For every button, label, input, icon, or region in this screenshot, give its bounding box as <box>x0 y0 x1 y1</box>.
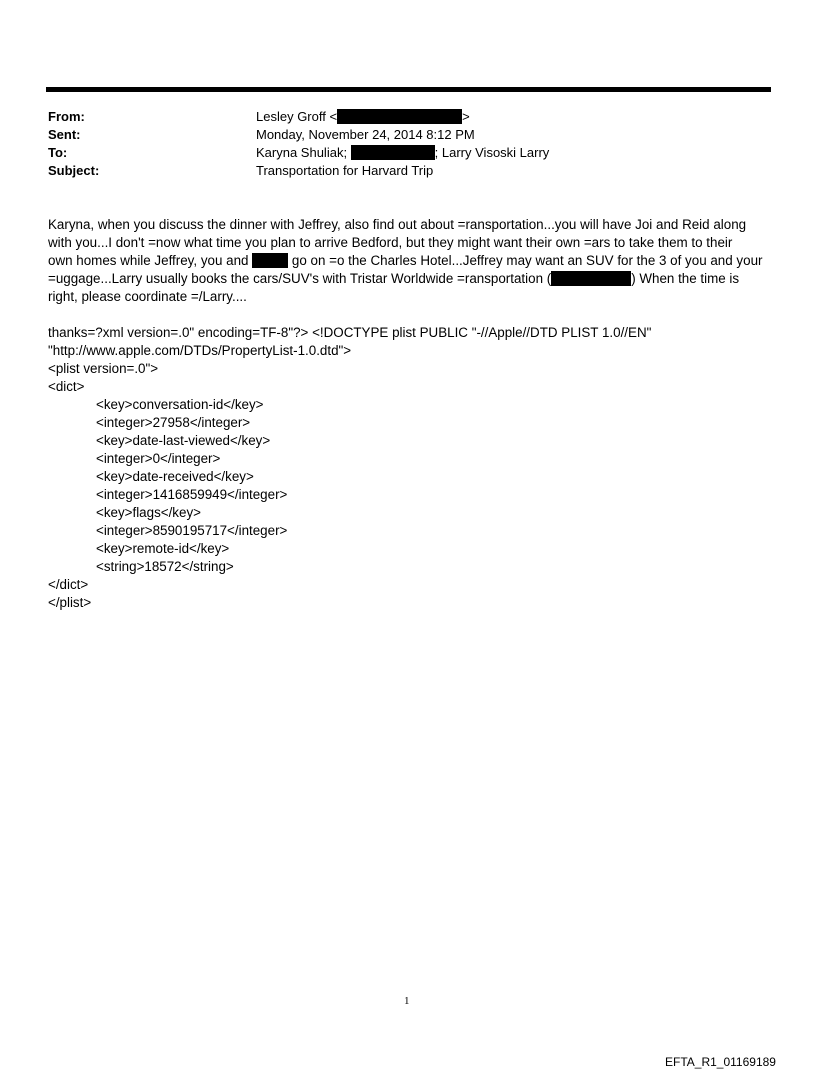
body-segment: own homes while Jeffrey, you and <box>48 253 253 268</box>
to-part2: ; Larry Visoski Larry <box>434 145 550 160</box>
plist-entry: <key>remote-id</key> <box>96 541 230 556</box>
body-segment: ) When the time is <box>631 271 740 286</box>
body-line <box>48 252 762 270</box>
plist-line: "http://www.apple.com/DTDs/PropertyList-1.0.dtd"> <box>48 343 352 358</box>
sent-label: Sent: <box>48 127 81 142</box>
plist-entry: <key>date-received</key> <box>96 469 254 484</box>
bates-number: EFTA_R1_01169189 <box>665 1055 776 1069</box>
plist-line: </dict> <box>48 577 89 592</box>
body-line: Karyna, when you discuss the dinner with Jeffrey, also find out about =ransportation...you will have Joi and Reid along <box>48 217 747 232</box>
plist-line: <plist version=.0"> <box>48 361 159 376</box>
from-value <box>256 108 470 126</box>
from-close: > <box>462 109 470 124</box>
from-name: Lesley Groff < <box>256 109 338 124</box>
subject-value: Transportation for Harvard Trip <box>256 163 434 178</box>
plist-entry: <key>flags</key> <box>96 505 201 520</box>
sent-value: Monday, November 24, 2014 8:12 PM <box>256 127 475 142</box>
body-line: right, please coordinate =/Larry.... <box>48 289 247 304</box>
from-label: From: <box>48 109 85 124</box>
header-rule <box>46 87 771 92</box>
body-line <box>48 270 739 288</box>
page-number: 1 <box>404 995 410 1007</box>
plist-line: </plist> <box>48 595 92 610</box>
to-value <box>256 144 549 162</box>
redaction-box <box>351 145 435 160</box>
redaction-box <box>551 271 631 286</box>
plist-entry: <key>date-last-viewed</key> <box>96 433 271 448</box>
redaction-box <box>337 109 462 124</box>
plist-entry: <integer>1416859949</integer> <box>96 487 288 502</box>
to-part1: Karyna Shuliak; <box>256 145 351 160</box>
plist-line: thanks=?xml version=.0" encoding=TF-8"?> <!DOCTYPE plist PUBLIC "-//Apple//DTD PLIST 1.0//EN" <box>48 325 652 340</box>
plist-entry: <string>18572</string> <box>96 559 234 574</box>
body-segment: go on =o the Charles Hotel...Jeffrey may want an SUV for the 3 of you and your <box>288 253 763 268</box>
plist-entry: <integer>0</integer> <box>96 451 221 466</box>
plist-entry: <integer>8590195717</integer> <box>96 523 288 538</box>
subject-label: Subject: <box>48 163 100 178</box>
plist-entry: <key>conversation-id</key> <box>96 397 264 412</box>
body-line: with you...I don't =now what time you plan to arrive Bedford, but they might want their own =ars to take them to their <box>48 235 733 250</box>
body-segment: =uggage...Larry usually books the cars/SUV's with Tristar Worldwide =ransportation ( <box>48 271 552 286</box>
to-label: To: <box>48 145 68 160</box>
redaction-box <box>252 253 288 268</box>
plist-line: <dict> <box>48 379 85 394</box>
plist-entry: <integer>27958</integer> <box>96 415 251 430</box>
